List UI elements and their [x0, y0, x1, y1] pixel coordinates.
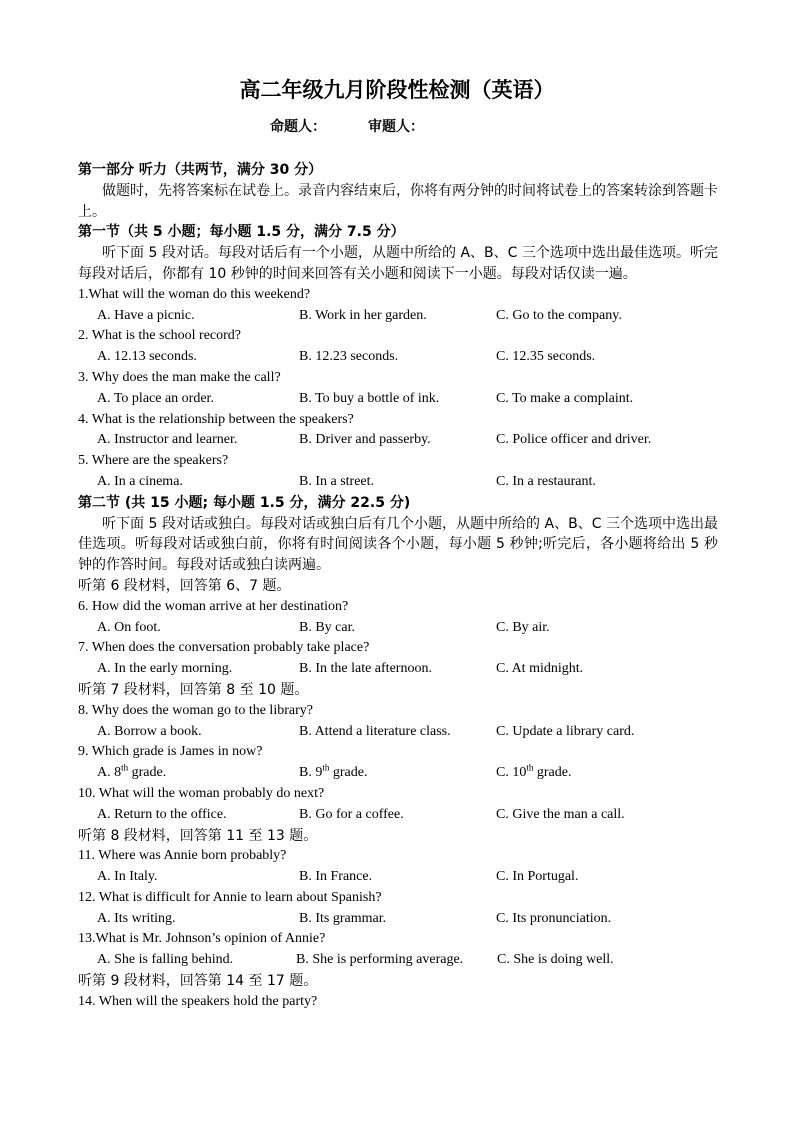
part1-intro: 做题时，先将答案标在试卷上。录音内容结束后，你将有两分钟的时间将试卷上的答案转涂到答题卡上。: [78, 182, 718, 220]
material-9-instruction: 听第 9 段材料，回答第 14 至 17 题。: [78, 973, 318, 990]
question-10: 10. What will the woman probably do next?: [78, 785, 325, 801]
material-8-instruction: 听第 8 段材料，回答第 11 至 13 题。: [78, 827, 318, 844]
exam-content: [78, 160, 718, 1013]
question-3-options: [78, 389, 718, 410]
option-c: C. At midnight.: [496, 661, 584, 677]
option-c: C. In a restaurant.: [496, 473, 596, 489]
section2-heading: 第二节 (共 15 小题; 每小题 1.5 分，满分 22.5 分): [78, 494, 411, 511]
question-9-options: [78, 763, 718, 784]
option-c: C. Go to the company.: [496, 307, 622, 323]
option-b-prefix: B. 9: [299, 765, 323, 781]
option-c: C. Update a library card.: [496, 723, 635, 739]
question-7-options: [78, 659, 718, 680]
reviewer-label: 审题人：: [368, 119, 424, 135]
option-a: A. In the early morning.: [97, 661, 233, 677]
question-6-options: [78, 618, 718, 639]
part1-heading: 第一部分 听力（共两节，满分 30 分）: [78, 162, 323, 178]
option-b: B. In a street.: [299, 473, 375, 489]
option-a: A. Return to the office.: [97, 806, 227, 822]
option-b: B. Attend a literature class.: [299, 723, 451, 739]
option-b-suffix: grade.: [329, 765, 368, 781]
option-c: C. Give the man a call.: [496, 806, 625, 822]
option-a: A. Instructor and learner.: [97, 432, 238, 448]
option-c: C. 12.35 seconds.: [496, 349, 596, 365]
option-c: C. By air.: [496, 619, 550, 635]
option-b: B. In the late afternoon.: [299, 661, 432, 677]
option-b: B. To buy a bottle of ink.: [299, 390, 440, 406]
option-a-suffix: grade.: [128, 765, 167, 781]
question-4: 4. What is the relationship between the speakers?: [78, 411, 354, 427]
option-c: C. To make a complaint.: [496, 390, 634, 406]
option-a: A. On foot.: [97, 619, 161, 635]
option-a: A. Its writing.: [97, 910, 176, 926]
option-c: [496, 763, 696, 784]
question-7: 7. When does the conversation probably take place?: [78, 640, 370, 656]
question-6: 6. How did the woman arrive at her destination?: [78, 598, 349, 614]
question-1-options: [78, 306, 718, 327]
material-7-instruction: 听第 7 段材料，回答第 8 至 10 题。: [78, 681, 309, 698]
option-c: C. Police officer and driver.: [496, 432, 652, 448]
option-b: B. In France.: [299, 869, 373, 885]
option-a: A. To place an order.: [97, 390, 214, 406]
material-6-instruction: 听第 6 段材料，回答第 6、7 题。: [78, 577, 291, 594]
option-b: B. 12.23 seconds.: [299, 349, 399, 365]
option-a: A. 12.13 seconds.: [97, 349, 197, 365]
option-c: C. In Portugal.: [496, 869, 579, 885]
question-2: 2. What is the school record?: [78, 328, 242, 344]
question-2-options: [78, 347, 718, 368]
option-a: A. Borrow a book.: [97, 723, 202, 739]
question-12: 12. What is difficult for Annie to learn about Spanish?: [78, 889, 382, 905]
option-b: B. Work in her garden.: [299, 307, 427, 323]
option-a: A. Have a picnic.: [97, 307, 195, 323]
page-title: 高二年级九月阶段性检测（英语）: [239, 78, 555, 102]
option-c: C. She is doing well.: [497, 952, 614, 968]
question-13-options: [78, 950, 718, 971]
option-a-prefix: A. 8: [97, 765, 122, 781]
question-12-options: [78, 909, 718, 930]
option-b: B. By car.: [299, 619, 355, 635]
option-b: B. Its grammar.: [299, 910, 387, 926]
option-a: A. She is falling behind.: [97, 952, 234, 968]
question-4-options: [78, 430, 718, 451]
question-14: 14. When will the speakers hold the party?: [78, 993, 318, 1009]
option-c: C. Its pronunciation.: [496, 910, 612, 926]
section2-intro: 听下面 5 段对话或独白。每段对话或独白后有几个小题，从题中所给的 A、B、C 三个选项中选出最佳选项。听每段对话或独白前，你将有时间阅读各个小题，每小题 5 秒钟;听完后，各小题将给出 5 秒钟的作答时间。每段对话或独白读两遍。: [78, 515, 718, 574]
question-8: 8. Why does the woman go to the library?: [78, 702, 313, 718]
question-5: 5. Where are the speakers?: [78, 453, 229, 469]
question-8-options: [78, 722, 718, 743]
ordinal-suffix: th: [526, 762, 534, 773]
question-5-options: [78, 472, 718, 493]
option-a: A. In Italy.: [97, 869, 158, 885]
section1-heading: 第一节（共 5 小题；每小题 1.5 分，满分 7.5 分）: [78, 224, 405, 241]
authors-line: [270, 116, 466, 136]
question-11: 11. Where was Annie born probably?: [78, 848, 287, 864]
question-10-options: [78, 805, 718, 826]
question-11-options: [78, 867, 718, 888]
section1-intro: 听下面 5 段对话。每段对话后有一个小题，从题中所给的 A、B、C 三个选项中选出最佳选项。听完每段对话后，你都有 10 秒钟的时间来回答有关小题和阅读下一小题。每段对话仅读一遍。: [78, 245, 718, 282]
option-c-prefix: C. 10: [496, 765, 527, 781]
question-3: 3. Why does the man make the call?: [78, 369, 281, 385]
question-setter-label: 命题人：: [270, 119, 326, 135]
ordinal-suffix: th: [322, 762, 330, 773]
question-9: 9. Which grade is James in now?: [78, 744, 263, 760]
option-b: B. She is performing average.: [296, 952, 464, 968]
option-b: B. Go for a coffee.: [299, 806, 404, 822]
ordinal-suffix: th: [121, 762, 129, 773]
option-a: [97, 763, 299, 784]
option-b: B. Driver and passerby.: [299, 432, 431, 448]
option-c-suffix: grade.: [533, 765, 572, 781]
question-13: 13.What is Mr. Johnson’s opinion of Annie?: [78, 931, 326, 947]
option-a: A. In a cinema.: [97, 473, 183, 489]
question-1: 1.What will the woman do this weekend?: [78, 286, 311, 302]
option-b: [299, 763, 496, 784]
